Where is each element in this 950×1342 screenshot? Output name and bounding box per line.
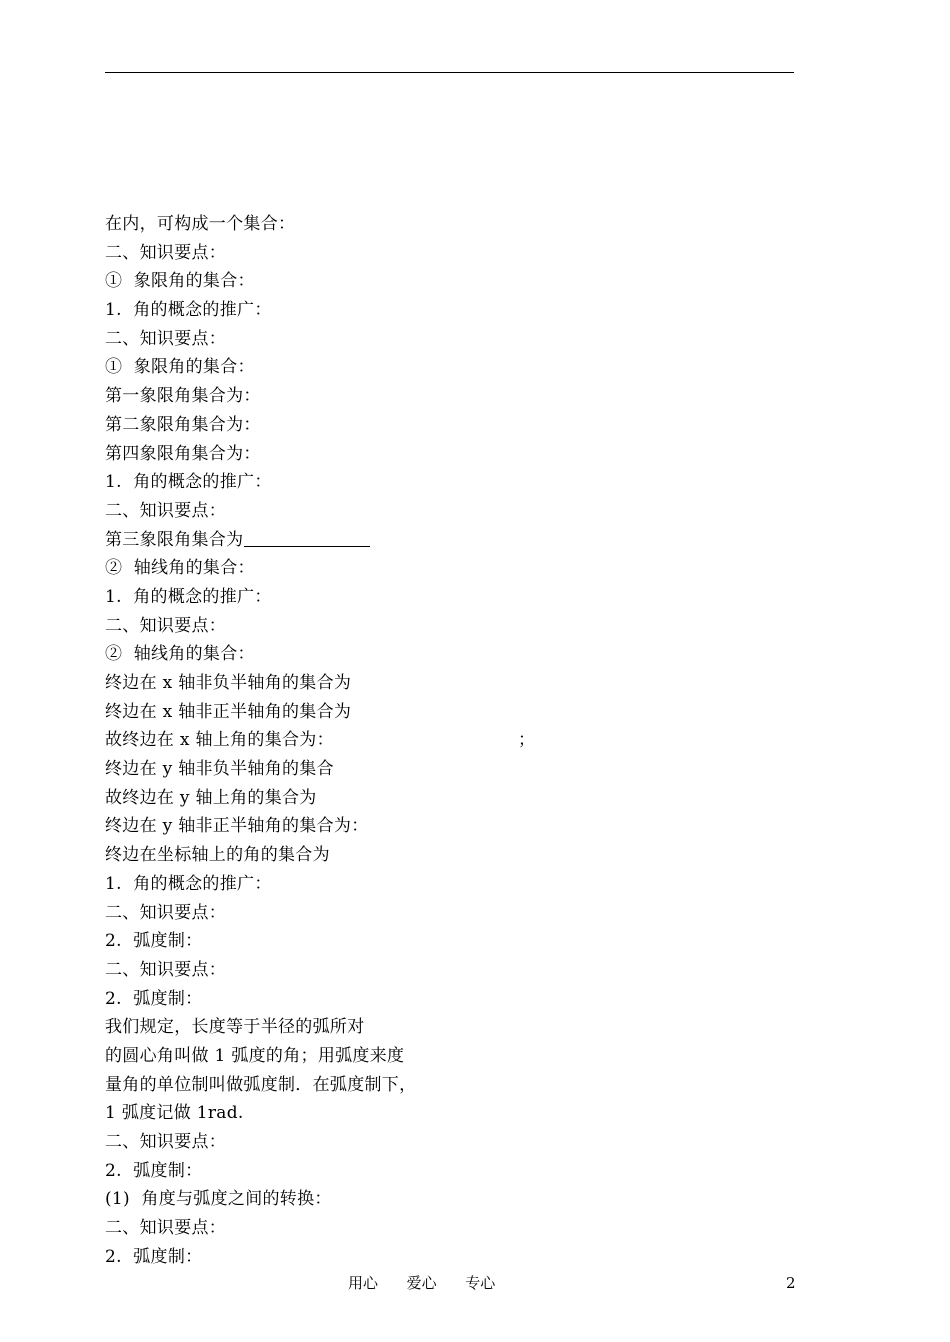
text-line: 终边在 x 轴非正半轴角的集合为 [105, 701, 352, 722]
text-line: 1. 角的概念的推广： [105, 300, 272, 321]
text-line: 终边在 x 轴非负半轴角的集合为 [105, 673, 352, 693]
text-line: 量角的单位制叫做弧度制．在弧度制下， [105, 1074, 417, 1095]
section-heading: 二、知识要点： [105, 328, 227, 349]
section-heading: 二、知识要点： [105, 242, 227, 263]
text-line: 终边在 y 轴非负半轴角的集合 [105, 759, 334, 780]
header-rule [105, 72, 794, 73]
text-line: 1. 角的概念的推广： [105, 586, 272, 607]
section-heading: 二、知识要点： [105, 615, 227, 636]
text-line: ① 象限角的集合： [105, 357, 255, 378]
fill-in-line [105, 526, 805, 555]
text-line: ① 象限角的集合： [105, 271, 255, 292]
text-line: (1) 角度与弧度之间的转换： [105, 1189, 332, 1210]
text-line: 1 弧度记做 1rad. [105, 1103, 244, 1124]
text-line: 故终边在 y 轴上角的集合为 [105, 787, 317, 808]
section-heading: 二、知识要点： [105, 500, 227, 521]
text-line: 终边在坐标轴上的角的集合为 [105, 845, 330, 866]
footer-motto: 用心 爱心 专心 [348, 1274, 496, 1292]
text-line: 2. 弧度制： [105, 1160, 203, 1181]
text-line: 2. 弧度制： [105, 988, 203, 1009]
answer-blank [244, 528, 370, 547]
text-line: 第四象限角集合为： [105, 443, 261, 464]
text-line: 的圆心角叫做 1 弧度的角；用弧度来度 [105, 1045, 405, 1066]
section-heading: 二、知识要点： [105, 1132, 227, 1152]
page-footer [0, 1272, 950, 1294]
text-line: 第二象限角集合为： [105, 414, 261, 435]
section-heading: 二、知识要点： [105, 902, 227, 923]
section-heading: 二、知识要点： [105, 1218, 227, 1239]
text-line: 终边在 y 轴非正半轴角的集合为： [105, 816, 369, 837]
text-line: 我们规定，长度等于半径的弧所对 [105, 1017, 365, 1038]
text-line: 2. 弧度制： [105, 1246, 203, 1267]
text-line: ② 轴线角的集合： [105, 644, 255, 665]
text-segment: 故终边在 x 轴上角的集合为： [105, 730, 334, 751]
section-heading: 二、知识要点： [105, 959, 227, 980]
text-line: ② 轴线角的集合： [105, 558, 255, 579]
semicolon: ； [518, 730, 536, 751]
text-line: 在内，可构成一个集合： [105, 214, 296, 234]
fill-in-label: 第三象限角集合为 [105, 529, 244, 550]
document-body [105, 210, 805, 1271]
text-line: 1. 角的概念的推广： [105, 873, 272, 894]
text-line: 第一象限角集合为： [105, 386, 261, 407]
page-number: 2 [786, 1274, 796, 1292]
text-line: 2. 弧度制： [105, 931, 203, 952]
text-line: 1. 角的概念的推广： [105, 472, 272, 493]
text-line-with-semicolon [105, 726, 805, 755]
